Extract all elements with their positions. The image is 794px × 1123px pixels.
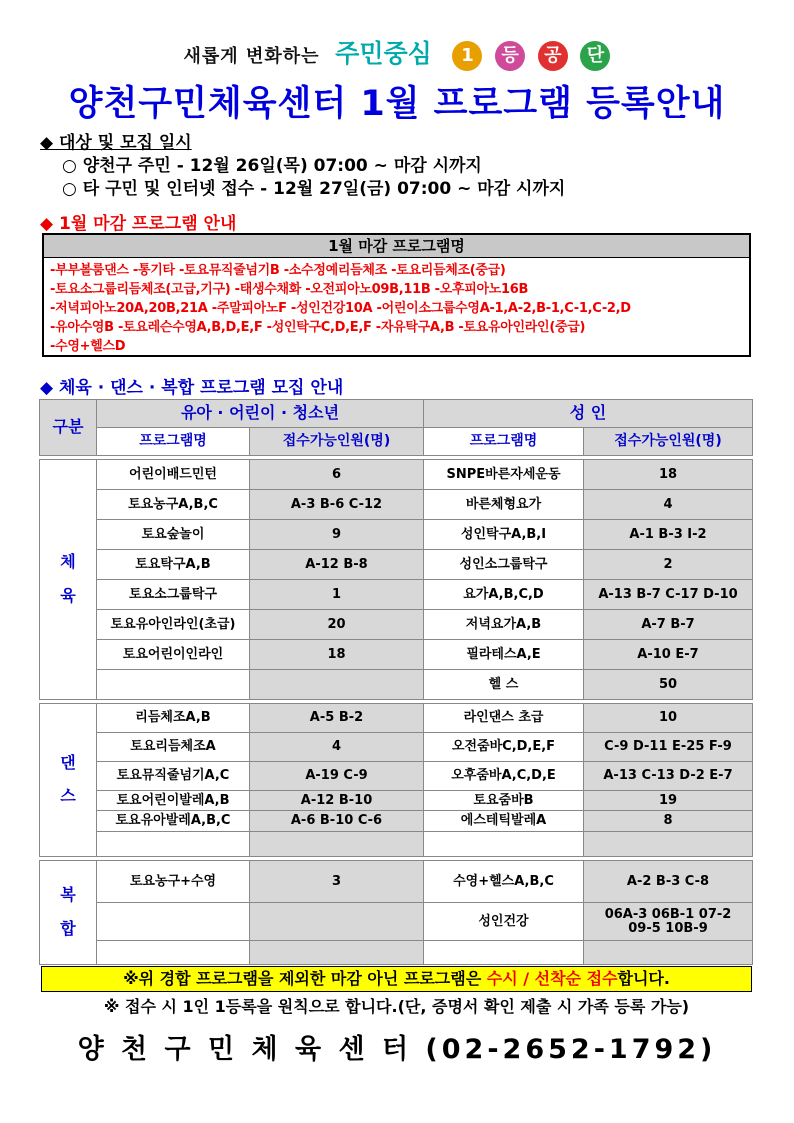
footer-contact: 양 천 구 민 체 육 센 터 (02-2652-1792) <box>77 1034 717 1065</box>
table-cell <box>424 832 584 857</box>
notice-text: ※위 경합 프로그램을 제외한 마감 아닌 프로그램은 <box>123 969 487 988</box>
table-cell: 토요농구A,B,C <box>97 490 250 520</box>
section3-heading: ◆ 체육 · 댄스 · 복합 프로그램 모집 안내 <box>40 378 344 398</box>
table-cell: 바른체형요가 <box>424 490 584 520</box>
recruit-heading: ◆ 대상 및 모집 일시 <box>40 133 192 153</box>
youth-capacity-label: 접수가능인원(명) <box>250 428 424 456</box>
table-cell: 토요농구+수영 <box>97 861 250 903</box>
slogan <box>0 34 794 71</box>
table-cell: 토요뮤직줄넘기A,C <box>97 762 250 791</box>
closed-program-list <box>44 258 749 359</box>
table-cell: 리듬체조A,B <box>97 704 250 733</box>
table-cell: 50 <box>584 670 753 700</box>
table-cell: 1 <box>250 580 424 610</box>
category-dance <box>40 704 97 857</box>
table-cell: A-3 B-6 C-12 <box>250 490 424 520</box>
table-cell: 필라테스A,E <box>424 640 584 670</box>
table-cell: C-9 D-11 E-25 F-9 <box>584 733 753 762</box>
table-cell <box>250 670 424 700</box>
table-cell: 06A-3 06B-1 07-2 09-5 10B-9 <box>584 903 753 941</box>
table-cell: 성인소그룹탁구 <box>424 550 584 580</box>
notice-highlight: 수시 / 선착순 접수 <box>486 969 618 988</box>
closed-line: -토요소그룹리듬체조(고급,기구) -태생수채화 -오전피아노09B,11B -오후피아노16B <box>50 282 529 297</box>
closed-line: -유아수영B -토요레슨수영A,B,D,E,F -성인탁구C,D,E,F -자유탁구A,B -토요유아인라인(중급) <box>50 320 586 335</box>
table-cell <box>97 670 250 700</box>
table-cell: 토요유아발레A,B,C <box>97 811 250 832</box>
table-cell <box>97 941 250 965</box>
table-cell: 토요숲놀이 <box>97 520 250 550</box>
table-cell: A-7 B-7 <box>584 610 753 640</box>
table-cell: 성인탁구A,B,I <box>424 520 584 550</box>
table-cell: 18 <box>250 640 424 670</box>
table-cell: A-1 B-3 I-2 <box>584 520 753 550</box>
table-cell <box>424 941 584 965</box>
category-char: 댄 <box>60 752 76 772</box>
category-char: 합 <box>60 918 76 938</box>
closed-heading: ◆ 1월 마감 프로그램 안내 <box>40 214 237 234</box>
table-cell: 토요어린이발레A,B <box>97 791 250 811</box>
closed-line: -부부볼룸댄스 -통기타 -토요뮤직줄넘기B -소수정예리듬체조 -토요리듬체조(중급) <box>50 263 506 278</box>
table-cell: A-2 B-3 C-8 <box>584 861 753 903</box>
slogan-circle-1: 1 <box>452 41 482 71</box>
table-cell: 19 <box>584 791 753 811</box>
category-combo <box>40 861 97 965</box>
table-cell: A-12 B-10 <box>250 791 424 811</box>
table-cell: A-13 B-7 C-17 D-10 <box>584 580 753 610</box>
table-cell <box>584 832 753 857</box>
program-table <box>39 399 753 965</box>
table-cell: 에스테틱발레A <box>424 811 584 832</box>
adult-capacity-label: 접수가능인원(명) <box>584 428 753 456</box>
table-cell: 요가A,B,C,D <box>424 580 584 610</box>
table-cell: 수영+헬스A,B,C <box>424 861 584 903</box>
table-cell: 8 <box>584 811 753 832</box>
table-cell <box>97 832 250 857</box>
table-cell: A-5 B-2 <box>250 704 424 733</box>
table-cell: 토요유아인라인(초급) <box>97 610 250 640</box>
closed-line: -저녁피아노20A,20B,21A -주말피아노F -성인건강10A -어린이소그룹수영A-1,A-2,B-1,C-1,C-2,D <box>50 301 631 316</box>
table-cell: 오후줌바A,C,D,E <box>424 762 584 791</box>
table-cell: 2 <box>584 550 753 580</box>
table-cell: A-19 C-9 <box>250 762 424 791</box>
recruit-line-1: ○ 양천구 주민 - 12월 26일(목) 07:00 ~ 마감 시까지 <box>62 156 482 176</box>
adult-program-label: 프로그램명 <box>424 428 584 456</box>
table-cell <box>250 903 424 941</box>
table-cell: 토요리듬체조A <box>97 733 250 762</box>
table-cell: SNPE바른자세운동 <box>424 460 584 490</box>
slogan-highlight: 주민중심 <box>335 39 432 68</box>
youth-header: 유아 · 어린이 · 청소년 <box>97 400 424 428</box>
notice-suffix: 합니다. <box>617 969 670 988</box>
table-cell: A-6 B-10 C-6 <box>250 811 424 832</box>
table-cell: 어린이배드민턴 <box>97 460 250 490</box>
table-cell: 토요탁구A,B <box>97 550 250 580</box>
category-char: 육 <box>60 585 76 605</box>
category-char: 복 <box>60 885 76 905</box>
slogan-circle-2: 등 <box>495 41 525 71</box>
category-sports <box>40 460 97 700</box>
slogan-circle-3: 공 <box>538 41 568 71</box>
table-cell <box>584 941 753 965</box>
adult-header: 성 인 <box>424 400 753 428</box>
table-cell <box>250 941 424 965</box>
notice-banner <box>41 966 752 992</box>
table-cell <box>250 832 424 857</box>
page-title: 양천구민체육센터 1월 프로그램 등록안내 <box>68 84 726 124</box>
table-cell: A-12 B-8 <box>250 550 424 580</box>
closed-line: -수영+헬스D <box>50 339 126 354</box>
slogan-circle-4: 단 <box>580 41 610 71</box>
table-cell: 헬 스 <box>424 670 584 700</box>
table-cell: 저녁요가A,B <box>424 610 584 640</box>
slogan-text: 새롭게 변화하는 <box>183 46 320 67</box>
table-cell: 9 <box>250 520 424 550</box>
youth-program-label: 프로그램명 <box>97 428 250 456</box>
category-char: 스 <box>60 786 76 806</box>
table-cell: 토요소그룹탁구 <box>97 580 250 610</box>
table-cell: A-13 C-13 D-2 E-7 <box>584 762 753 791</box>
col-group-header: 구분 <box>40 400 97 456</box>
table-cell: 18 <box>584 460 753 490</box>
closed-box-header: 1월 마감 프로그램명 <box>44 235 749 258</box>
table-cell: 6 <box>250 460 424 490</box>
table-cell: 4 <box>584 490 753 520</box>
notice-registration: ※ 접수 시 1인 1등록을 원칙으로 합니다.(단, 증명서 확인 제출 시 가족 등록 가능) <box>103 997 690 1016</box>
table-cell: 라인댄스 초급 <box>424 704 584 733</box>
table-cell: 토요어린이인라인 <box>97 640 250 670</box>
category-char: 체 <box>60 552 76 572</box>
table-cell: A-10 E-7 <box>584 640 753 670</box>
table-cell: 3 <box>250 861 424 903</box>
table-cell: 20 <box>250 610 424 640</box>
table-cell <box>97 903 250 941</box>
closed-program-box <box>42 233 751 357</box>
table-cell: 오전줌바C,D,E,F <box>424 733 584 762</box>
recruit-line-2: ○ 타 구민 및 인터넷 접수 - 12월 27일(금) 07:00 ~ 마감 시까지 <box>62 179 566 199</box>
table-cell: 성인건강 <box>424 903 584 941</box>
table-cell: 토요줌바B <box>424 791 584 811</box>
table-cell: 4 <box>250 733 424 762</box>
table-cell: 10 <box>584 704 753 733</box>
